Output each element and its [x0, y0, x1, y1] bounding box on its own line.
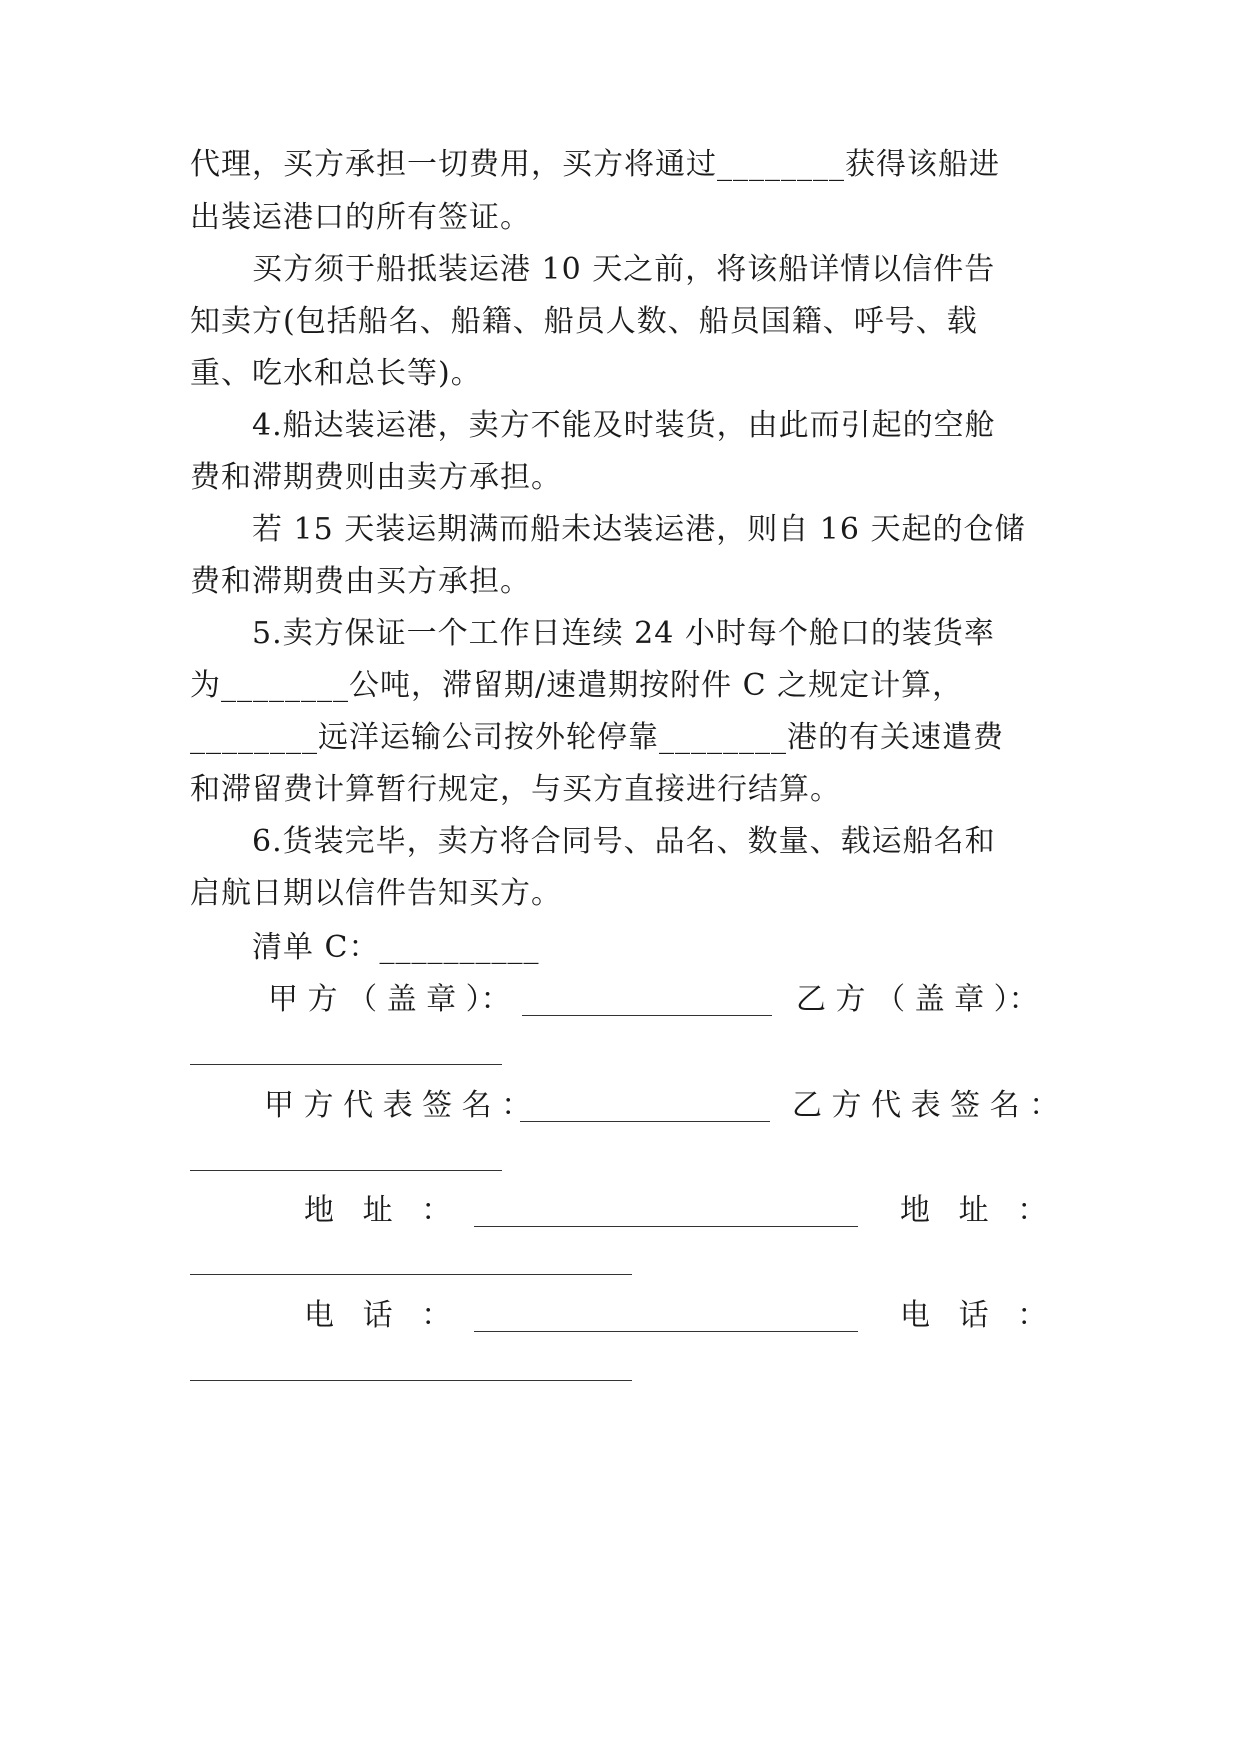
party-b-seal-label: 乙 方 （ 盖 章 ）： — [796, 982, 1039, 1017]
text-line: 代理，买方承担一切费用，买方将通过________获得该船进 — [190, 147, 1000, 182]
text-line: 4.船达装运港，卖方不能及时装货，由此而引起的空舱 — [252, 408, 996, 443]
party-b-seal-field[interactable] — [190, 1064, 502, 1065]
party-a-rep-field[interactable] — [520, 1121, 770, 1122]
party-a-rep-label: 甲 方 代 表 签 名 ： — [264, 1088, 532, 1123]
party-a-seal-field[interactable] — [522, 1015, 772, 1016]
text-line: 启航日期以信件告知买方。 — [190, 876, 562, 911]
text-line: 5.卖方保证一个工作日连续 24 小时每个舱口的装货率 — [252, 616, 995, 651]
text-line: 知卖方(包括船名、船籍、船员人数、船员国籍、呼号、载 — [190, 304, 978, 339]
text-line: 出装运港口的所有签证。 — [190, 200, 531, 235]
text-line: ________远洋运输公司按外轮停靠________港的有关速遣费 — [190, 720, 1004, 755]
party-b-rep-label: 乙 方 代 表 签 名 ： — [792, 1088, 1060, 1123]
address-b-field[interactable] — [190, 1274, 632, 1275]
party-b-rep-field[interactable] — [190, 1170, 502, 1171]
address-b-label: 地 址 ： — [900, 1193, 1048, 1228]
text-line: 重、吃水和总长等)。 — [190, 356, 482, 391]
phone-a-label: 电 话 ： — [304, 1298, 452, 1333]
text-line: 6.货装完毕，卖方将合同号、品名、数量、载运船名和 — [252, 824, 996, 859]
phone-a-field[interactable] — [474, 1331, 858, 1332]
text-line: 费和滞期费由买方承担。 — [190, 564, 531, 599]
list-c-line: 清单 C：__________ — [252, 930, 540, 965]
text-line: 若 15 天装运期满而船未达装运港，则自 16 天起的仓储 — [252, 512, 1026, 547]
address-a-field[interactable] — [474, 1226, 858, 1227]
text-line: 买方须于船抵装运港 10 天之前，将该船详情以信件告 — [252, 252, 996, 287]
text-line: 为________公吨，滞留期/速遣期按附件 C 之规定计算， — [190, 668, 964, 703]
party-a-seal-label: 甲 方 （ 盖 章 ）： — [268, 982, 511, 1017]
address-a-label: 地 址 ： — [304, 1193, 452, 1228]
phone-b-field[interactable] — [190, 1380, 632, 1381]
text-line: 和滞留费计算暂行规定，与买方直接进行结算。 — [190, 772, 841, 807]
text-line: 费和滞期费则由卖方承担。 — [190, 460, 562, 495]
phone-b-label: 电 话 ： — [900, 1298, 1048, 1333]
